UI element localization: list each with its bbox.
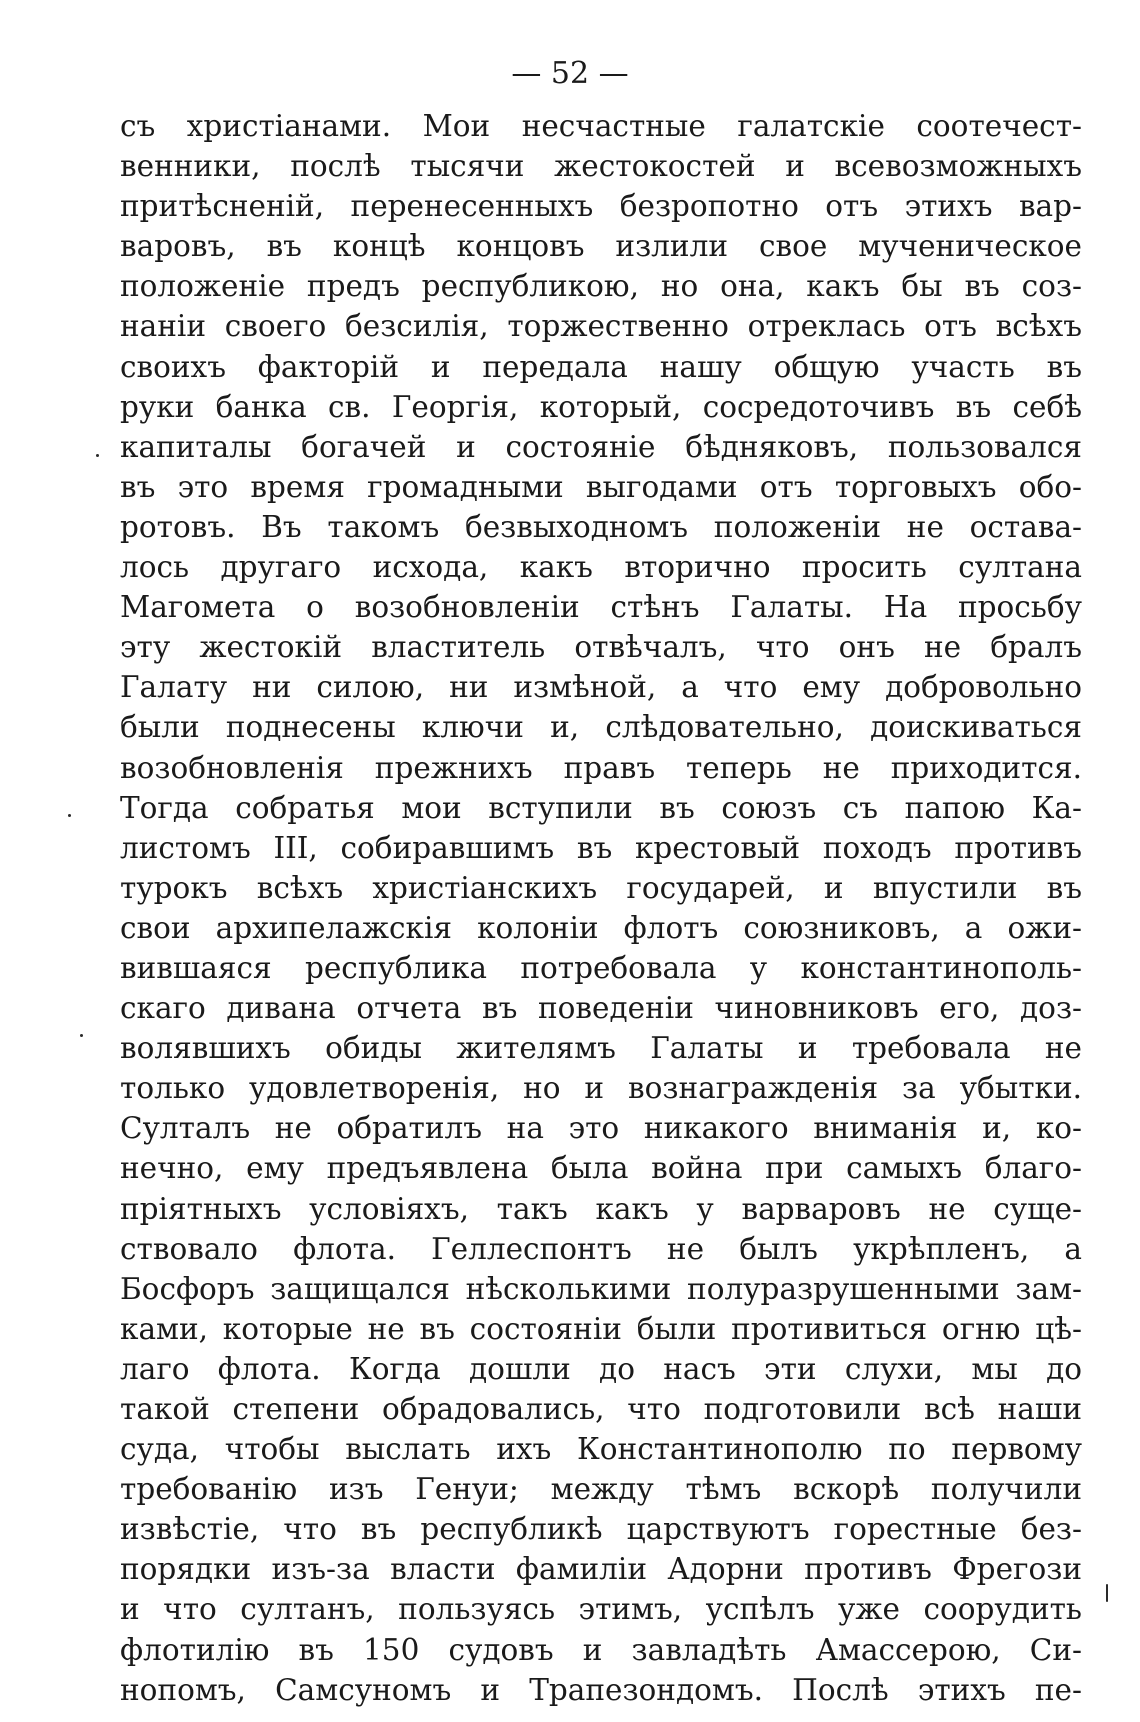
- text-line: ротовъ. Въ такомъ безвыходномъ положеніи не остава-: [120, 509, 1082, 544]
- text-line: и что султанъ, пользуясь этимъ, успѣлъ уже соорудить: [120, 1592, 1082, 1627]
- scan-speck: [80, 1034, 83, 1037]
- text-line: суда, чтобы выслать ихъ Константинополю по первому: [120, 1432, 1082, 1467]
- text-line: требованію изъ Генуи; между тѣмъ вскорѣ получили: [120, 1472, 1082, 1507]
- text-line: были поднесены ключи и, слѣдовательно, доискиваться: [120, 710, 1082, 745]
- text-line: положеніе предъ республикою, но она, какъ бы въ соз-: [120, 269, 1082, 304]
- page-number: — 52 —: [511, 56, 629, 91]
- text-line: возобновленія прежнихъ правъ теперь не приходится.: [120, 750, 1082, 785]
- text-line: Султалъ не обратилъ на это никакого вниманія и, ко-: [120, 1111, 1082, 1146]
- text-line: венники, послѣ тысячи жестокостей и всевозможныхъ: [120, 149, 1082, 184]
- text-line: скаго дивана отчета въ поведеніи чиновниковъ его, доз-: [120, 991, 1082, 1026]
- text-line: флотилію въ 150 судовъ и завладѣть Амассерою, Си-: [120, 1632, 1082, 1667]
- text-line: наніи своего безсилія, торжественно отреклась отъ всѣхъ: [120, 309, 1082, 344]
- text-line: капиталы богачей и состояніе бѣдняковъ, пользовался: [120, 429, 1082, 464]
- text-line: только удовлетворенія, но и вознагражденія за убытки.: [120, 1071, 1082, 1106]
- body-text: [120, 106, 1082, 1710]
- text-line: лось другаго исхода, какъ вторично просить султана: [120, 550, 1082, 585]
- text-line: вившаяся республика потребовала у константинополь-: [120, 950, 1082, 985]
- text-line: свои архипелажскія колоніи флотъ союзниковъ, а ожи-: [120, 910, 1082, 945]
- text-line: пріятныхъ условіяхъ, такъ какъ у варваровъ не суще-: [120, 1191, 1082, 1226]
- text-line: ствовало флота. Геллеспонтъ не былъ укрѣпленъ, а: [120, 1231, 1082, 1266]
- text-line: притѣсненій, перенесенныхъ безропотно отъ этихъ вар-: [120, 189, 1082, 224]
- text-line: ками, которые не въ состояніи были противиться огню цѣ-: [120, 1311, 1082, 1346]
- scan-speck: [68, 814, 71, 817]
- text-line: своихъ факторій и передала нашу общую участь въ: [120, 349, 1082, 384]
- text-line: нечно, ему предъявлена была война при самыхъ благо-: [120, 1151, 1082, 1186]
- text-line: лаго флота. Когда дошли до насъ эти слухи, мы до: [120, 1351, 1082, 1386]
- text-line: эту жестокій властитель отвѣчалъ, что онъ не бралъ: [120, 630, 1082, 665]
- text-line: Тогда собратья мои вступили въ союзъ съ папою Ка-: [120, 790, 1082, 825]
- text-line: турокъ всѣхъ христіанскихъ государей, и впустили въ: [120, 870, 1082, 905]
- text-line: извѣстіе, что въ республикѣ царствуютъ горестные без-: [120, 1512, 1082, 1547]
- text-line: съ христіанами. Мои несчастные галатскіе соотечест-: [120, 109, 1082, 143]
- text-line: листомъ III, собиравшимъ въ крестовый походъ противъ: [120, 830, 1082, 865]
- text-line: Босфоръ защищался нѣсколькими полуразрушенными зам-: [120, 1271, 1082, 1306]
- scan-speck: [96, 454, 99, 457]
- text-line: Галату ни силою, ни измѣной, а что ему добровольно: [120, 670, 1082, 705]
- text-line: въ это время громадными выгодами отъ торговыхъ обо-: [120, 469, 1082, 504]
- scan-speck: [1106, 1584, 1108, 1602]
- text-line: порядки изъ-за власти фамиліи Адорни противъ Фрегози: [120, 1552, 1082, 1587]
- text-line: такой степени обрадовались, что подготовили всѣ наши: [120, 1392, 1082, 1426]
- text-line: руки банка св. Георгія, который, сосредоточивъ въ себѣ: [120, 389, 1082, 424]
- text-line: нопомъ, Самсуномъ и Трапезондомъ. Послѣ этихъ пе-: [120, 1672, 1082, 1707]
- text-line: волявшихъ обиды жителямъ Галаты и требовала не: [120, 1031, 1082, 1066]
- text-line: варовъ, въ концѣ концовъ излили свое мученическое: [120, 229, 1082, 264]
- text-line: Магомета о возобновленіи стѣнъ Галаты. На просьбу: [120, 590, 1082, 625]
